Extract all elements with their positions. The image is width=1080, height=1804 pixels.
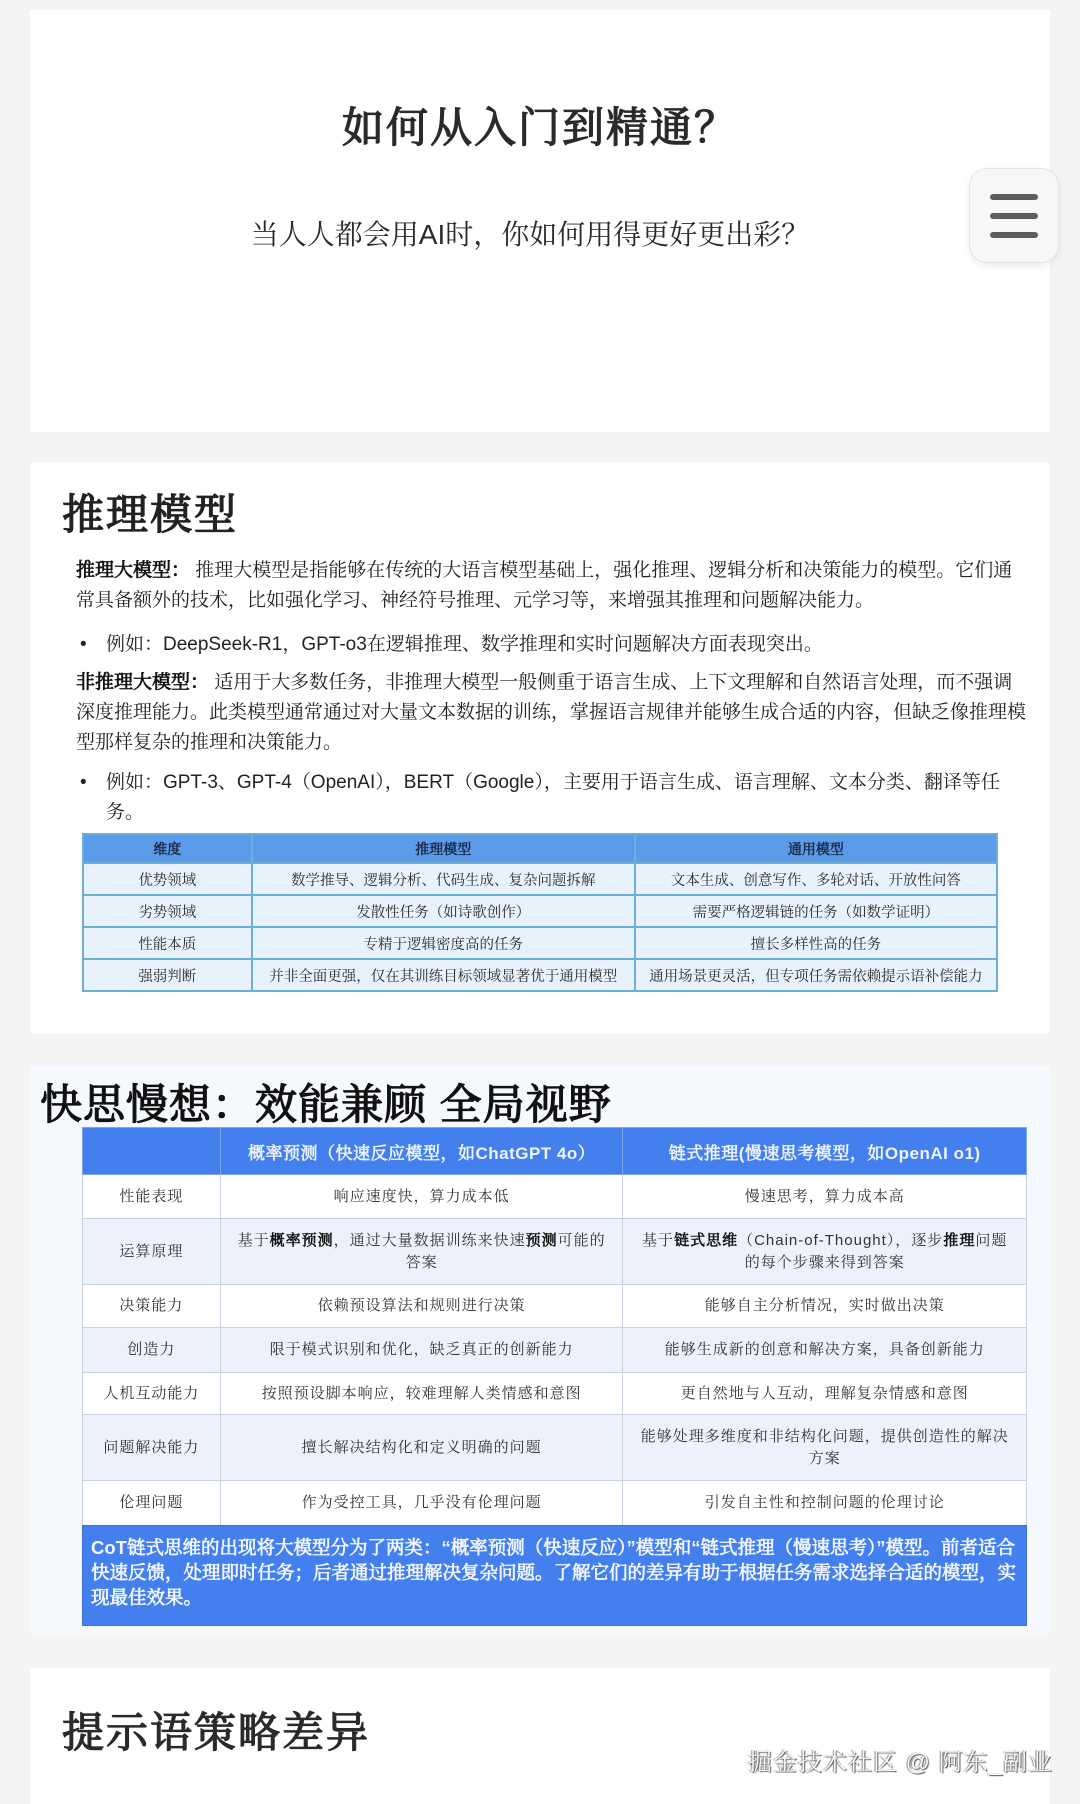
cell-bold-text: 推理 — [943, 1231, 976, 1249]
table-cell: 优势领域 — [83, 863, 252, 895]
table-cell: 限于模式识别和优化，缺乏真正的创新能力 — [220, 1328, 623, 1373]
cell-bold-text: 概率预测 — [269, 1231, 334, 1249]
table-row — [83, 1373, 1027, 1415]
row-label: 决策能力 — [83, 1285, 221, 1328]
example-bullet: • 例如：DeepSeek-R1，GPT-o3在逻辑推理、数学推理和实时问题解决方面表现突出。 — [76, 630, 1026, 660]
example-bullet: • 例如：GPT-3、GPT-4（OpenAI），BERT（Google），主要用于语言生成、语言理解、文本分类、翻译等任务。 — [76, 768, 1026, 828]
cell-text: 基于 — [642, 1231, 675, 1249]
table-cell: 专精于逻辑密度高的任务 — [252, 927, 635, 959]
watermark: 掘金技术社区 @ 阿东_副业 — [748, 1749, 1054, 1776]
cell-text: 问题的每个步骤来得到答案 — [744, 1231, 1008, 1271]
column-header: 链式推理(慢速思考模型，如OpenAI o1) — [623, 1128, 1027, 1175]
section-title: 推理模型 — [62, 491, 239, 538]
table-cell: 文本生成、创意写作、多轮对话、开放性问答 — [635, 863, 997, 895]
page-title: 如何从入门到精通？ — [341, 104, 738, 151]
table-row — [83, 1285, 1027, 1328]
column-header: 通用模型 — [635, 834, 997, 863]
table-cell: 数学推导、逻辑分析、代码生成、复杂问题拆解 — [252, 863, 635, 895]
cell-bold-text: 预测 — [525, 1231, 558, 1249]
prompt-strategy-card — [30, 1668, 1050, 1804]
cell-bold-text: 链式思维 — [674, 1231, 739, 1249]
table-cell: 依赖预设算法和规则进行决策 — [220, 1285, 623, 1328]
paragraph-text: 适用于大多数任务，非推理大模型一般侧重于语言生成、上下文理解和自然语言处理，而不强调深度推理能力。此类模型通常通过对大量文本数据的训练，掌握语言规律并能够生成合适的内容，但缺乏像推理模型那样复杂的推理和决策能力。 — [76, 672, 1027, 753]
column-header: 推理模型 — [252, 834, 635, 863]
cell-text: （Chain-of-Thought），逐步 — [738, 1231, 944, 1249]
hamburger-menu-icon — [990, 232, 1038, 238]
table-cell: 发散性任务（如诗歌创作） — [252, 895, 635, 927]
table-cell — [220, 1219, 623, 1285]
term-label: 非推理大模型： — [76, 672, 210, 693]
comparison-table — [82, 833, 998, 992]
hamburger-menu-icon — [990, 213, 1038, 219]
table-cell: 性能本质 — [83, 927, 252, 959]
row-label: 创造力 — [83, 1328, 221, 1373]
row-label: 人机互动能力 — [83, 1373, 221, 1415]
table-cell: 按照预设脚本响应，较难理解人类情感和意图 — [220, 1373, 623, 1415]
table-cell: 能够生成新的创意和解决方案，具备创新能力 — [623, 1328, 1027, 1373]
page-subtitle: 当人人都会用AI时，你如何用得更好更出彩？ — [250, 219, 810, 250]
table-cell: 擅长解决结构化和定义明确的问题 — [220, 1415, 623, 1481]
fast-slow-thinking-card — [30, 1066, 1050, 1636]
table-cell: 强弱判断 — [83, 959, 252, 991]
table-row — [83, 1481, 1027, 1526]
cell-text: ，通过大量数据训练来快速 — [333, 1231, 526, 1249]
table-cell: 慢速思考，算力成本高 — [623, 1175, 1027, 1219]
cell-text: 可能的答案 — [405, 1231, 606, 1271]
term-label: 推理大模型： — [76, 560, 191, 581]
table-row — [83, 927, 997, 959]
table-row — [83, 863, 997, 895]
table-row — [83, 1219, 1027, 1285]
table-cell: 响应速度快，算力成本低 — [220, 1175, 623, 1219]
section-title: 提示语策略差异 — [62, 1709, 371, 1756]
reasoning-models-card — [30, 462, 1050, 1034]
table-header-row — [83, 1128, 1027, 1175]
table-cell: 通用场景更灵活，但专项任务需依赖提示语补偿能力 — [635, 959, 997, 991]
non-reasoning-model-paragraph — [76, 668, 1026, 758]
row-label: 性能表现 — [83, 1175, 221, 1219]
table-row — [83, 959, 997, 991]
menu-button[interactable] — [969, 168, 1059, 263]
summary-note: CoT链式思维的出现将大模型分为了两类：“概率预测（快速反应）”模型和“链式推理（慢速思考）”模型。前者适合快速反馈，处理即时任务；后者通过推理解决复杂问题。了解它们的差异有助于根据任务需求选择合适的模型，实现最佳效果。 — [82, 1525, 1027, 1626]
paragraph-text: 推理大模型是指能够在传统的大语言模型基础上，强化推理、逻辑分析和决策能力的模型。它们通常具备额外的技术，比如强化学习、神经符号推理、元学习等，来增强其推理和问题解决能力。 — [76, 560, 1013, 611]
hero-card — [30, 10, 1050, 432]
table-row — [83, 1415, 1027, 1481]
table-cell: 劣势领域 — [83, 895, 252, 927]
table-cell: 更自然地与人互动，理解复杂情感和意图 — [623, 1373, 1027, 1415]
section-title: 快思慢想：效能兼顾 全局视野 — [40, 1081, 612, 1128]
table-cell — [623, 1219, 1027, 1285]
table-cell: 擅长多样性高的任务 — [635, 927, 997, 959]
table-header-row — [83, 834, 997, 863]
table-cell: 引发自主性和控制问题的伦理讨论 — [623, 1481, 1027, 1526]
table-cell: 能够自主分析情况，实时做出决策 — [623, 1285, 1027, 1328]
table-cell: 作为受控工具，几乎没有伦理问题 — [220, 1481, 623, 1526]
fast-slow-comparison-table — [82, 1127, 1027, 1526]
table-cell: 需要严格逻辑链的任务（如数学证明） — [635, 895, 997, 927]
table-cell: 能够处理多维度和非结构化问题，提供创造性的解决方案 — [623, 1415, 1027, 1481]
table-cell: 并非全面更强，仅在其训练目标领域显著优于通用模型 — [252, 959, 635, 991]
column-header: 概率预测（快速反应模型，如ChatGPT 4o） — [220, 1128, 623, 1175]
row-label: 运算原理 — [83, 1219, 221, 1285]
hamburger-menu-icon — [990, 194, 1038, 200]
cell-text: 基于 — [237, 1231, 270, 1249]
column-header — [83, 1128, 221, 1175]
table-row — [83, 1175, 1027, 1219]
table-row — [83, 895, 997, 927]
reasoning-model-paragraph — [76, 556, 1026, 616]
row-label: 问题解决能力 — [83, 1415, 221, 1481]
column-header: 维度 — [83, 834, 252, 863]
row-label: 伦理问题 — [83, 1481, 221, 1526]
table-row — [83, 1328, 1027, 1373]
